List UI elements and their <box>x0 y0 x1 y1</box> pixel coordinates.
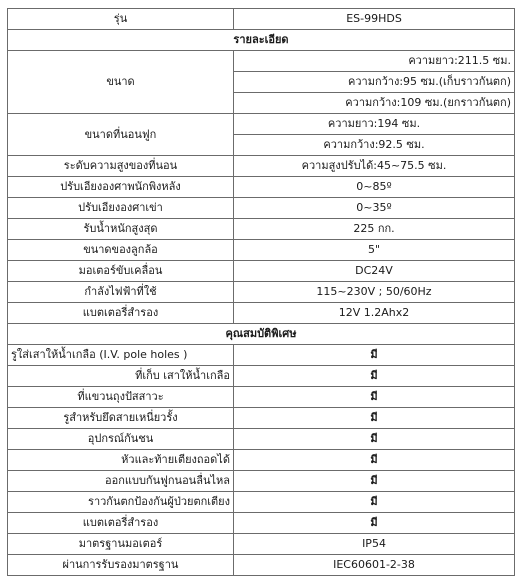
feature-value: มี <box>234 366 515 387</box>
size-value: ความกว้าง:109 ซม.(ยกราวกันตก) <box>234 93 515 114</box>
standard-value: IEC60601-2-38 <box>234 555 515 576</box>
model-value: ES-99HDS <box>234 9 515 30</box>
spec-table <box>7 8 515 576</box>
spec-label: กำลังไฟฟ้าที่ใช้ <box>8 282 234 303</box>
model-row <box>8 9 515 30</box>
feature-value: มี <box>234 408 515 429</box>
feature-value: มี <box>234 492 515 513</box>
size-row <box>8 51 515 72</box>
feature-row <box>8 387 515 408</box>
feature-label: ที่เก็บ เสาให้น้ำเกลือ <box>8 366 234 387</box>
feature-label: รูใส่เสาให้น้ำเกลือ (I.V. pole holes ) <box>8 345 234 366</box>
spec-row <box>8 219 515 240</box>
standard-label: ผ่านการรับรองมาตรฐาน <box>8 555 234 576</box>
spec-label: ปรับเอียงองศาพนักพิงหลัง <box>8 177 234 198</box>
feature-row <box>8 471 515 492</box>
spec-row <box>8 282 515 303</box>
mattress-size-label: ขนาดที่นอนฟูก <box>8 114 234 156</box>
mattress-size-value: ความกว้าง:92.5 ซม. <box>234 135 515 156</box>
spec-row <box>8 198 515 219</box>
spec-value: DC24V <box>234 261 515 282</box>
spec-label: ปรับเอียงองศาเข่า <box>8 198 234 219</box>
spec-label: มอเตอร์ขับเคลื่อน <box>8 261 234 282</box>
feature-value: มี <box>234 345 515 366</box>
feature-row <box>8 513 515 534</box>
standard-row <box>8 534 515 555</box>
standard-label: มาตรฐานมอเตอร์ <box>8 534 234 555</box>
feature-label: อุปกรณ์กันชน <box>8 429 234 450</box>
size-value: ความกว้าง:95 ซม.(เก็บราวกันตก) <box>234 72 515 93</box>
feature-value: มี <box>234 450 515 471</box>
size-label: ขนาด <box>8 51 234 114</box>
spec-label: แบตเตอรี่สำรอง <box>8 303 234 324</box>
details-header-row <box>8 30 515 51</box>
feature-label: แบตเตอรี่สำรอง <box>8 513 234 534</box>
spec-value: 12V 1.2Ahx2 <box>234 303 515 324</box>
features-header-row <box>8 324 515 345</box>
spec-label: ขนาดของลูกล้อ <box>8 240 234 261</box>
spec-value: 225 กก. <box>234 219 515 240</box>
spec-label: ระดับความสูงของที่นอน <box>8 156 234 177</box>
mattress-size-value: ความยาว:194 ซม. <box>234 114 515 135</box>
features-header: คุณสมบัติพิเศษ <box>8 324 515 345</box>
details-header: รายละเอียด <box>8 30 515 51</box>
mattress-size-row <box>8 114 515 135</box>
spec-value: 0~85º <box>234 177 515 198</box>
spec-row <box>8 303 515 324</box>
model-label: รุ่น <box>8 9 234 30</box>
feature-value: มี <box>234 471 515 492</box>
feature-row <box>8 366 515 387</box>
feature-label: ที่แขวนถุงปัสสาวะ <box>8 387 234 408</box>
spec-value: 115~230V ; 50/60Hz <box>234 282 515 303</box>
spec-row <box>8 261 515 282</box>
feature-value: มี <box>234 513 515 534</box>
spec-row <box>8 156 515 177</box>
spec-label: รับน้ำหนักสูงสุด <box>8 219 234 240</box>
feature-label: หัวและท้ายเตียงถอดได้ <box>8 450 234 471</box>
feature-value: มี <box>234 429 515 450</box>
standard-row <box>8 555 515 576</box>
spec-value: 5" <box>234 240 515 261</box>
spec-value: ความสูงปรับได้:45~75.5 ซม. <box>234 156 515 177</box>
feature-row <box>8 345 515 366</box>
standard-value: IP54 <box>234 534 515 555</box>
feature-row <box>8 429 515 450</box>
feature-row <box>8 450 515 471</box>
feature-label: ออกแบบกันฟูกนอนลื่นไหล <box>8 471 234 492</box>
size-value: ความยาว:211.5 ซม. <box>234 51 515 72</box>
feature-row <box>8 492 515 513</box>
feature-label: ราวกันตกป้องกันผู้ป่วยตกเตียง <box>8 492 234 513</box>
feature-label: รูสำหรับยึดสายเหนี่ยวรั้ง <box>8 408 234 429</box>
spec-value: 0~35º <box>234 198 515 219</box>
spec-row <box>8 177 515 198</box>
feature-row <box>8 408 515 429</box>
feature-value: มี <box>234 387 515 408</box>
spec-row <box>8 240 515 261</box>
